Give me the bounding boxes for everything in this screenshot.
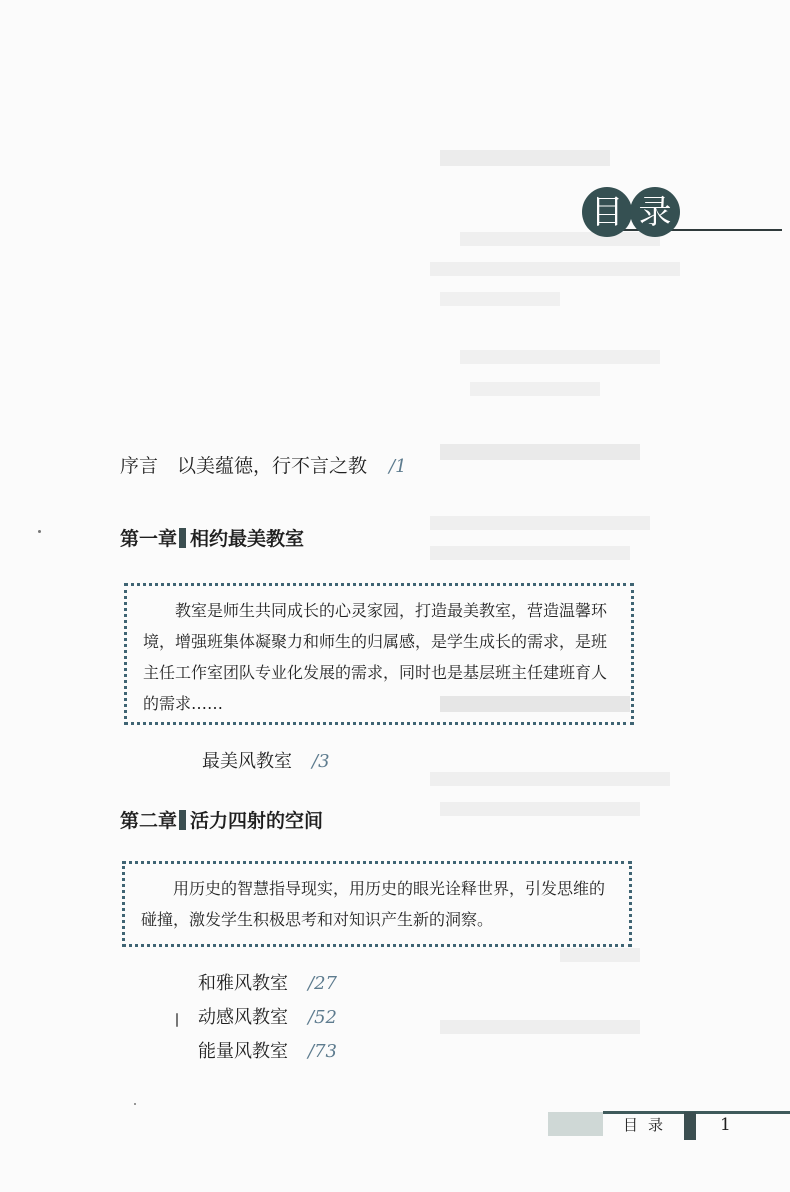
scan-speck [176, 1013, 178, 1027]
show-through-block [430, 772, 670, 786]
show-through-block [430, 516, 650, 530]
footer-tint-block [548, 1112, 603, 1136]
toc-entry-section[interactable] [198, 969, 337, 995]
heading-char-2: 录 [630, 187, 680, 237]
toc-entry-page: /73 [308, 1041, 337, 1062]
toc-entry-label: 动感风教室 [198, 1007, 288, 1028]
toc-entry-label: 和雅风教室 [198, 973, 288, 994]
toc-entry-label: 序言 以美蕴德，行不言之教 [120, 455, 368, 477]
footer-marker-bar [684, 1112, 696, 1140]
toc-entry-page: /1 [389, 456, 407, 477]
show-through-block [440, 1020, 640, 1034]
page-number: 1 [720, 1115, 731, 1135]
chapter-marker-bar [179, 528, 186, 548]
scan-speck [38, 530, 41, 533]
footer-running-title: 目录 [623, 1116, 674, 1134]
chapter-2-heading[interactable] [120, 806, 323, 833]
chapter-number: 第二章 [120, 810, 178, 832]
show-through-block [430, 262, 680, 276]
show-through-block [440, 444, 640, 460]
show-through-block [440, 802, 640, 816]
chapter-number: 第一章 [120, 528, 178, 550]
chapter-title: 活力四射的空间 [190, 810, 324, 832]
chapter-2-summary: 用历史的智慧指导现实，用历史的眼光诠释世界，引发思维的碰撞，激发学生积极思考和对知识产生新的洞察。 [141, 879, 606, 929]
show-through-block [470, 382, 600, 396]
toc-entry-page: /27 [308, 973, 337, 994]
show-through-block [430, 546, 630, 560]
chapter-marker-bar [179, 810, 186, 830]
scan-speck [134, 1103, 136, 1105]
chapter-title: 相约最美教室 [190, 528, 305, 550]
show-through-block [440, 150, 610, 166]
toc-entry-page: /52 [308, 1007, 337, 1028]
toc-entry-section[interactable] [202, 747, 330, 773]
toc-entry-section[interactable] [198, 1003, 337, 1029]
toc-entry-label: 能量风教室 [198, 1041, 288, 1062]
chapter-1-heading[interactable] [120, 524, 304, 551]
toc-entry-label: 最美风教室 [202, 751, 292, 772]
heading-char-1: 目 [582, 187, 632, 237]
chapter-1-summary-box [124, 583, 634, 725]
show-through-block [560, 948, 640, 962]
toc-entry-page: /3 [312, 751, 330, 772]
toc-heading [582, 183, 782, 243]
toc-entry-preface[interactable] [120, 451, 407, 478]
chapter-1-summary: 教室是师生共同成长的心灵家园，打造最美教室，营造温馨环境，增强班集体凝聚力和师生的归属感，是学生成长的需求，是班主任工作室团队专业化发展的需求，同时也是基层班主任建班育人的需求…… [143, 601, 608, 713]
show-through-block [440, 292, 560, 306]
show-through-block [460, 350, 660, 364]
toc-entry-section[interactable] [198, 1037, 337, 1063]
chapter-2-summary-box [122, 861, 632, 947]
